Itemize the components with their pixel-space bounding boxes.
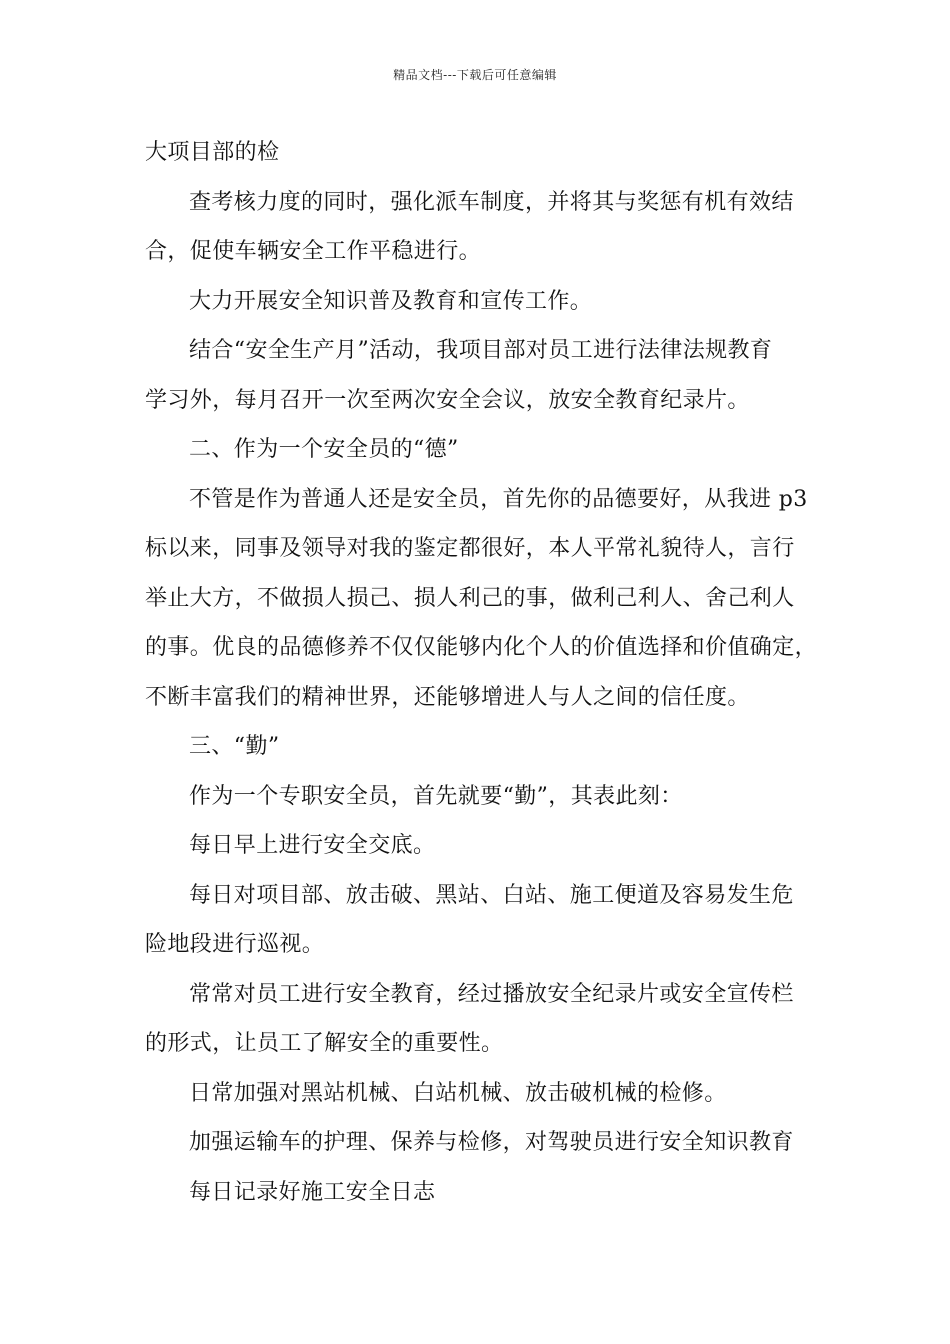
text-line: 大项目部的检	[145, 140, 280, 165]
text-line: 不断丰富我们的精神世界，还能够增进人与人之间的信任度。	[145, 684, 750, 710]
text-line: 查考核力度的同时，强化派车制度，并将其与奖惩有机有效结	[189, 189, 794, 215]
text-line: 加强运输车的护理、保养与检修，对驾驶员进行安全知识教育	[189, 1130, 794, 1155]
text-line: 常常对员工进行安全教育，经过播放安全纪录片或安全宣传栏	[189, 981, 794, 1007]
text-line: 每日记录好施工安全日志	[189, 1179, 436, 1205]
text-line: 不管是作为普通人还是安全员，首先你的品德要好，从我进 p3	[189, 486, 808, 512]
text-line: 险地段进行巡视。	[145, 932, 325, 957]
text-line: 举止大方，不做损人损己、损人利己的事，做利己利人、舍己利人	[145, 585, 795, 611]
text-line: 结合“安全生产月”活动，我项目部对员工进行法律法规教育	[189, 338, 773, 363]
section-heading: 三、“勤”	[189, 734, 280, 759]
text-line: 的形式，让员工了解安全的重要性。	[145, 1031, 504, 1056]
text-line: 标以来，同事及领导对我的鉴定都很好，本人平常礼貌待人，言行	[145, 536, 795, 561]
page-header: 精品文档---下载后可任意编辑	[393, 68, 557, 82]
document-body	[145, 128, 825, 1217]
text-line: 学习外，每月召开一次至两次安全会议，放安全教育纪录片。	[145, 387, 750, 413]
text-line: 合，促使车辆安全工作平稳进行。	[145, 239, 482, 264]
text-line: 每日早上进行安全交底。	[189, 833, 436, 858]
section-heading: 二、作为一个安全员的“德”	[189, 437, 459, 462]
text-line: 日常加强对黑站机械、白站机械、放击破机械的检修。	[189, 1080, 727, 1106]
text-line: 作为一个专职安全员，首先就要“勤”，其表此刻：	[189, 783, 683, 809]
text-line: 每日对项目部、放击破、黑站、白站、施工便道及容易发生危	[189, 882, 794, 908]
text-line: 的事。优良的品德修养不仅仅能够内化个人的价值选择和价值确定，	[145, 635, 818, 660]
text-line: 大力开展安全知识普及教育和宣传工作。	[189, 288, 593, 314]
